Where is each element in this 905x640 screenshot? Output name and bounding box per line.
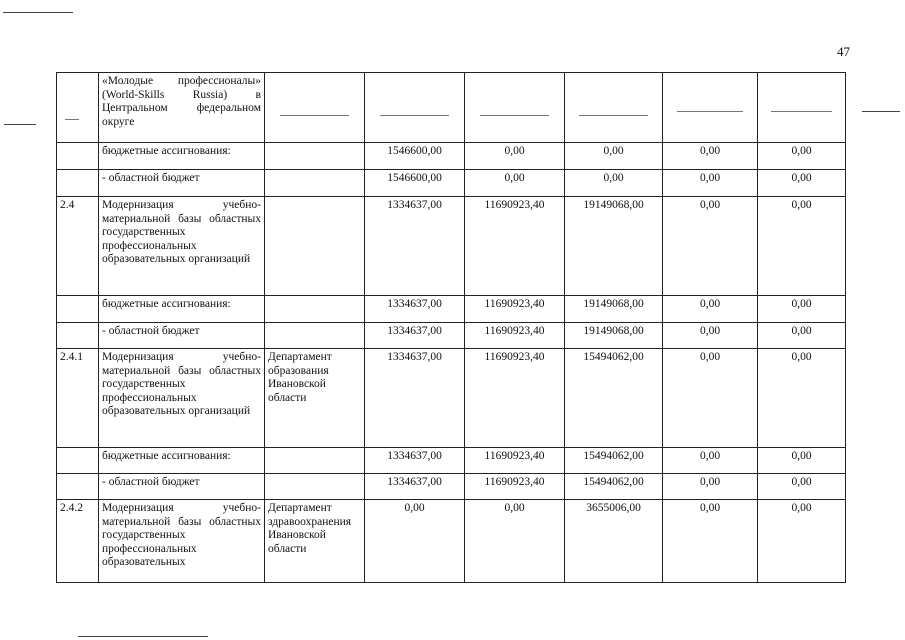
table-row (57, 500, 846, 583)
value-cell: 0,00 (758, 323, 846, 349)
value-cell (465, 73, 565, 143)
cell-dash (480, 115, 550, 116)
value-cell: 0,00 (663, 197, 758, 296)
row-name-cell: бюджетные ассигнования: (99, 448, 265, 474)
value-cell: 0,00 (758, 296, 846, 323)
value-cell (758, 73, 846, 143)
row-number-cell: 2.4.2 (57, 500, 99, 583)
value-cell: 11690923,40 (465, 296, 565, 323)
row-number-cell (57, 323, 99, 349)
value-cell: 0,00 (663, 474, 758, 500)
value-cell: 11690923,40 (465, 474, 565, 500)
value-cell: 0,00 (758, 170, 846, 197)
table-row (57, 170, 846, 197)
row-responsible-cell (265, 448, 365, 474)
row-number-cell (57, 448, 99, 474)
value-cell: 15494062,00 (565, 474, 663, 500)
table-row (57, 349, 846, 448)
value-cell: 11690923,40 (465, 323, 565, 349)
value-cell: 0,00 (465, 143, 565, 170)
row-name-cell: - областной бюджет (99, 323, 265, 349)
value-cell: 0,00 (758, 197, 846, 296)
row-name-cell: Модернизация учебно-материальной базы областных государственных профессиональных образовательных организаций (99, 197, 265, 296)
value-cell: 0,00 (465, 500, 565, 583)
table-row (57, 296, 846, 323)
value-cell: 1334637,00 (365, 474, 465, 500)
value-cell: 0,00 (663, 170, 758, 197)
value-cell: 0,00 (663, 143, 758, 170)
row-name-cell: - областной бюджет (99, 474, 265, 500)
row-responsible-cell (265, 323, 365, 349)
value-cell: 0,00 (565, 170, 663, 197)
table-row (57, 474, 846, 500)
value-cell: 11690923,40 (465, 349, 565, 448)
value-cell: 0,00 (365, 500, 465, 583)
value-cell: 15494062,00 (565, 349, 663, 448)
value-cell: 11690923,40 (465, 448, 565, 474)
row-responsible-cell: Департамент образования Ивановской области (265, 349, 365, 448)
value-cell: 19149068,00 (565, 296, 663, 323)
cell-dash (579, 115, 647, 116)
table-row (57, 73, 846, 143)
row-name-cell: бюджетные ассигнования: (99, 143, 265, 170)
table-row (57, 448, 846, 474)
row-name-cell: «Молодые профессионалы» (World-Skills Russia) в Центральном федеральном округе (99, 73, 265, 143)
cell-dash (677, 111, 743, 112)
cell-dash (771, 111, 832, 112)
row-responsible-cell (265, 73, 365, 143)
value-cell: 0,00 (758, 474, 846, 500)
value-cell: 0,00 (565, 143, 663, 170)
value-cell: 3655006,00 (565, 500, 663, 583)
table-row (57, 323, 846, 349)
value-cell: 0,00 (663, 296, 758, 323)
budget-table (56, 72, 846, 583)
row-name-cell: бюджетные ассигнования: (99, 296, 265, 323)
value-cell: 19149068,00 (565, 197, 663, 296)
value-cell: 1334637,00 (365, 323, 465, 349)
row-number-cell: 2.4 (57, 197, 99, 296)
value-cell: 0,00 (758, 448, 846, 474)
scan-mark-bottom (78, 636, 208, 637)
value-cell: 0,00 (663, 349, 758, 448)
value-cell: 0,00 (663, 323, 758, 349)
scan-mark-right (862, 111, 900, 112)
row-number-cell (57, 73, 99, 143)
value-cell: 0,00 (465, 170, 565, 197)
row-number-cell (57, 170, 99, 197)
row-responsible-cell (265, 143, 365, 170)
value-cell: 19149068,00 (565, 323, 663, 349)
value-cell: 0,00 (758, 143, 846, 170)
value-cell: 1546600,00 (365, 143, 465, 170)
row-responsible-cell (265, 474, 365, 500)
scan-mark-left (4, 124, 36, 125)
value-cell (365, 73, 465, 143)
row-name-cell: Модернизация учебно-материальной базы областных государственных профессиональных образовательных (99, 500, 265, 583)
value-cell: 0,00 (758, 500, 846, 583)
row-number-cell (57, 296, 99, 323)
value-cell: 0,00 (663, 500, 758, 583)
row-responsible-cell (265, 197, 365, 296)
value-cell: 15494062,00 (565, 448, 663, 474)
table-row (57, 197, 846, 296)
value-cell: 0,00 (758, 349, 846, 448)
value-cell: 1334637,00 (365, 197, 465, 296)
row-responsible-cell (265, 296, 365, 323)
value-cell: 1334637,00 (365, 296, 465, 323)
value-cell: 1334637,00 (365, 349, 465, 448)
cell-dash (65, 119, 79, 120)
value-cell: 11690923,40 (465, 197, 565, 296)
cell-dash (280, 115, 350, 116)
table-row (57, 143, 846, 170)
scan-mark-top-left (3, 12, 73, 13)
row-number-cell (57, 474, 99, 500)
cell-dash (380, 115, 450, 116)
value-cell: 0,00 (663, 448, 758, 474)
value-cell: 1334637,00 (365, 448, 465, 474)
row-responsible-cell (265, 170, 365, 197)
row-name-cell: - областной бюджет (99, 170, 265, 197)
value-cell (663, 73, 758, 143)
row-number-cell (57, 143, 99, 170)
row-number-cell: 2.4.1 (57, 349, 99, 448)
value-cell: 1546600,00 (365, 170, 465, 197)
row-name-cell: Модернизация учебно-материальной базы областных государственных профессиональных образовательных организаций (99, 349, 265, 448)
page-number: 47 (837, 44, 850, 59)
value-cell (565, 73, 663, 143)
row-responsible-cell: Департамент здравоохранения Ивановской области (265, 500, 365, 583)
